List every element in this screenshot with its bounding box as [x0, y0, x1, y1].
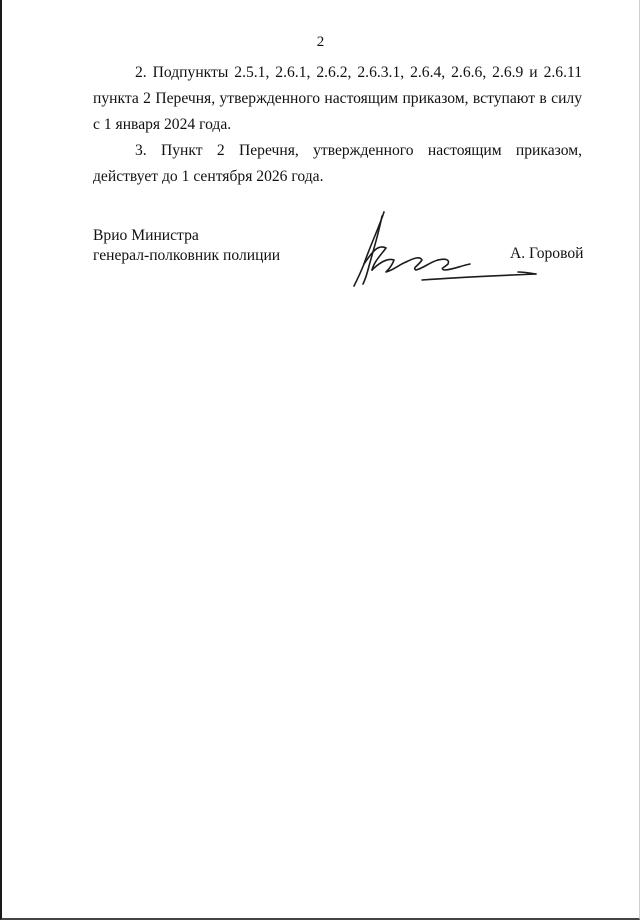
signer-name: А. Горовой	[510, 245, 584, 262]
paragraph-3: 3. Пункт 2 Перечня, утвержденного настоящим приказом, действует до 1 сентября 2026 года.	[93, 142, 582, 185]
page-number: 2	[316, 34, 325, 50]
document-body	[93, 60, 582, 190]
signatory-position-line-1: Врио Министра	[93, 227, 199, 244]
signatory-position-line-2: генерал-полковник полиции	[93, 247, 281, 264]
signatory-position	[93, 226, 280, 266]
paragraph-2: 2. Подпункты 2.5.1, 2.6.1, 2.6.2, 2.6.3.1, 2.6.4, 2.6.6, 2.6.9 и 2.6.11 пункта 2 Перечня, утвержденного настоящим приказом, вступают в силу с 1 января 2024 года.	[93, 64, 582, 133]
